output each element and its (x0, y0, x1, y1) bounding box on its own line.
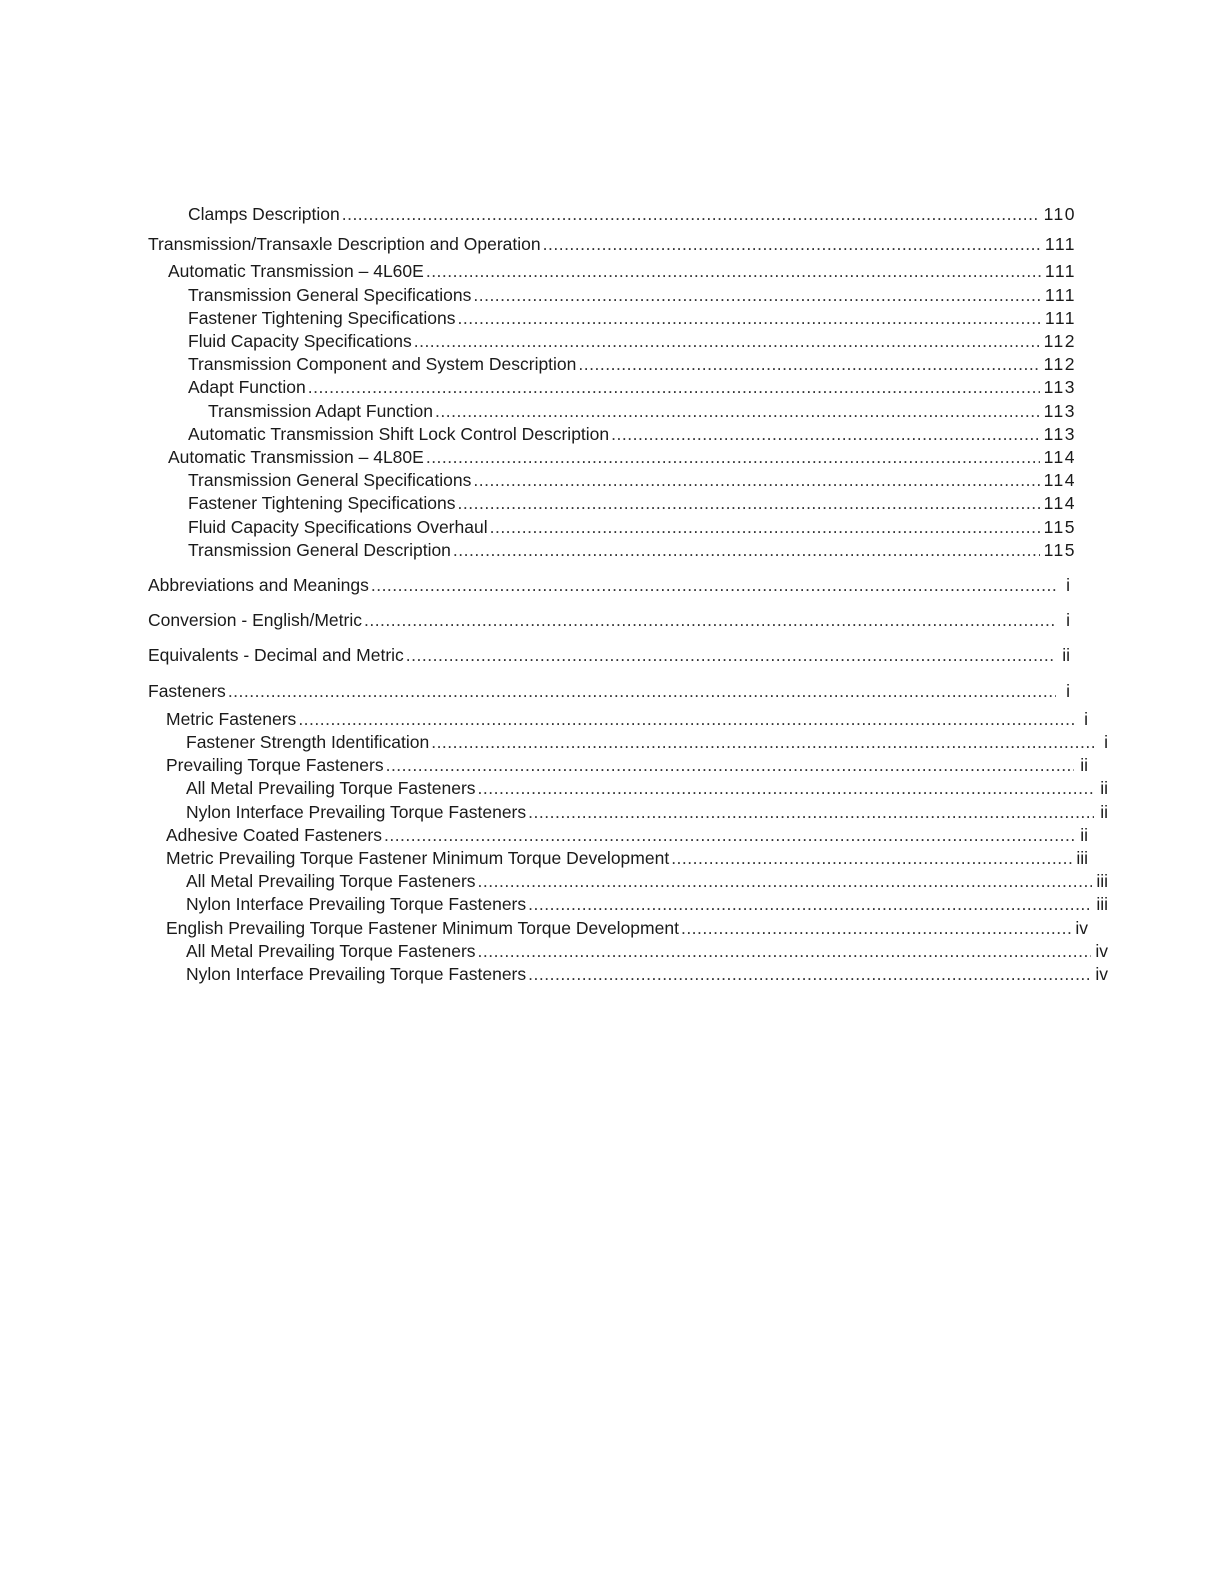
toc-entry-page: 114 (1043, 470, 1076, 491)
toc-entry-title: All Metal Prevailing Torque Fasteners (186, 778, 476, 799)
toc-entry-title: Metric Prevailing Torque Fastener Minimum Torque Development (166, 848, 670, 869)
table-of-contents (148, 203, 1108, 986)
toc-entry[interactable] (148, 446, 1076, 469)
dot-leader (543, 233, 1041, 256)
dot-leader (473, 469, 1039, 492)
toc-entry-title: Nylon Interface Prevailing Torque Fasteners (186, 964, 527, 985)
dot-leader (435, 400, 1040, 423)
dot-leader (308, 376, 1040, 399)
toc-entry[interactable] (148, 680, 1070, 703)
toc-entry[interactable] (148, 708, 1088, 731)
toc-entry-title: Automatic Transmission Shift Lock Control Description (188, 423, 610, 444)
dot-leader (364, 609, 1056, 632)
toc-entry-title: English Prevailing Torque Fastener Minimum Torque Development (166, 917, 679, 938)
toc-entry-title: Transmission General Description (188, 539, 451, 560)
toc-entry-page: i (1104, 732, 1108, 753)
toc-entry[interactable] (148, 609, 1070, 632)
toc-entry[interactable] (148, 754, 1088, 777)
toc-entry[interactable] (148, 307, 1076, 330)
toc-entry-page: iv (1075, 917, 1088, 938)
toc-entry-title: Adapt Function (188, 377, 306, 398)
toc-list (148, 203, 1108, 986)
toc-entry-page: i (1066, 575, 1070, 596)
toc-entry-title: Metric Fasteners (166, 708, 297, 729)
toc-entry-page: 111 (1044, 284, 1076, 305)
toc-entry[interactable] (148, 847, 1088, 870)
toc-entry-page: ii (1062, 645, 1070, 666)
toc-entry-page: 115 (1043, 516, 1076, 537)
toc-entry-title: All Metal Prevailing Torque Fasteners (186, 940, 476, 961)
dot-leader (458, 307, 1041, 330)
toc-entry-page: 113 (1043, 423, 1076, 444)
toc-entry-title: Transmission Component and System Description (188, 354, 577, 375)
dot-leader (414, 330, 1040, 353)
toc-entry-title: Fluid Capacity Specifications Overhaul (188, 516, 488, 537)
toc-entry[interactable] (148, 870, 1108, 893)
toc-entry-page: 112 (1043, 354, 1076, 375)
dot-leader (671, 847, 1072, 870)
toc-entry-title: Nylon Interface Prevailing Torque Fasteners (186, 894, 527, 915)
toc-entry-page: iv (1095, 940, 1108, 961)
toc-entry-page: 110 (1043, 204, 1076, 224)
toc-entry-page: 111 (1044, 261, 1076, 282)
toc-entry[interactable] (148, 777, 1108, 800)
toc-entry-title: Transmission Adapt Function (208, 400, 434, 421)
dot-leader (453, 539, 1040, 562)
toc-entry[interactable] (148, 963, 1108, 986)
toc-entry-title: Transmission/Transaxle Description and Operation (148, 234, 541, 255)
toc-entry-page: 112 (1043, 331, 1076, 352)
dot-leader (384, 824, 1074, 847)
toc-entry-page: iii (1096, 894, 1108, 915)
toc-entry[interactable] (148, 284, 1076, 307)
dot-leader (578, 353, 1039, 376)
dot-leader (528, 801, 1094, 824)
toc-entry-page: 113 (1043, 377, 1076, 398)
toc-entry-page: 111 (1044, 234, 1076, 255)
toc-entry-page: iii (1076, 848, 1088, 869)
dot-leader (342, 203, 1040, 226)
toc-entry-page: 114 (1043, 493, 1076, 514)
toc-entry[interactable] (148, 644, 1070, 667)
toc-entry[interactable] (148, 330, 1076, 353)
toc-entry-page: iv (1095, 964, 1108, 985)
toc-entry[interactable] (148, 233, 1076, 256)
dot-leader (528, 893, 1092, 916)
toc-entry-page: ii (1080, 755, 1088, 776)
toc-entry[interactable] (148, 574, 1070, 597)
toc-entry-page: ii (1100, 778, 1108, 799)
dot-leader (473, 284, 1041, 307)
toc-entry-page: 111 (1044, 307, 1076, 328)
dot-leader (426, 446, 1040, 469)
toc-entry[interactable] (148, 376, 1076, 399)
toc-entry[interactable] (148, 824, 1088, 847)
toc-entry[interactable] (148, 801, 1108, 824)
dot-leader (458, 492, 1040, 515)
toc-entry-title: Adhesive Coated Fasteners (166, 824, 382, 845)
toc-entry-page: 114 (1043, 447, 1076, 468)
toc-entry-page: i (1066, 610, 1070, 631)
toc-entry-title: Conversion - English/Metric (148, 610, 362, 631)
toc-entry-page: 115 (1043, 539, 1076, 560)
toc-entry-page: iii (1096, 871, 1108, 892)
toc-entry-page: i (1084, 708, 1088, 729)
dot-leader (611, 423, 1039, 446)
toc-entry[interactable] (148, 917, 1088, 940)
dot-leader (371, 574, 1056, 597)
dot-leader (478, 777, 1094, 800)
dot-leader (681, 917, 1071, 940)
toc-entry[interactable] (148, 940, 1108, 963)
toc-entry-title: Fastener Tightening Specifications (188, 493, 456, 514)
toc-entry-title: Nylon Interface Prevailing Torque Fasteners (186, 801, 527, 822)
toc-entry[interactable] (148, 516, 1076, 539)
dot-leader (426, 260, 1041, 283)
toc-entry-title: Prevailing Torque Fasteners (166, 755, 384, 776)
toc-entry[interactable] (148, 353, 1076, 376)
toc-entry-page: ii (1100, 801, 1108, 822)
toc-entry[interactable] (148, 731, 1108, 754)
toc-entry-title: Clamps Description (188, 204, 340, 224)
dot-leader (490, 516, 1040, 539)
toc-entry[interactable] (148, 893, 1108, 916)
toc-entry-title: Abbreviations and Meanings (148, 575, 369, 596)
dot-leader (298, 708, 1074, 731)
dot-leader (478, 940, 1092, 963)
toc-entry-title: All Metal Prevailing Torque Fasteners (186, 871, 476, 892)
toc-entry[interactable] (148, 400, 1076, 423)
dot-leader (431, 731, 1094, 754)
toc-entry-title: Fastener Strength Identification (186, 732, 430, 753)
toc-entry-title: Fastener Tightening Specifications (188, 307, 456, 328)
toc-entry-title: Fluid Capacity Specifications (188, 331, 412, 352)
toc-entry-title: Automatic Transmission – 4L60E (168, 261, 424, 282)
toc-entry[interactable] (148, 260, 1076, 283)
dot-leader (406, 644, 1056, 667)
dot-leader (386, 754, 1074, 777)
toc-entry[interactable] (148, 539, 1076, 562)
toc-entry-title: Automatic Transmission – 4L80E (168, 447, 424, 468)
toc-entry-page: i (1066, 680, 1070, 701)
toc-entry-title: Transmission General Specifications (188, 470, 472, 491)
toc-entry[interactable] (148, 203, 1076, 226)
toc-entry-title: Fasteners (148, 680, 226, 701)
toc-entry-title: Equivalents - Decimal and Metric (148, 645, 404, 666)
dot-leader (228, 680, 1056, 703)
toc-entry[interactable] (148, 423, 1076, 446)
toc-entry[interactable] (148, 492, 1076, 515)
toc-entry[interactable] (148, 469, 1076, 492)
dot-leader (478, 870, 1093, 893)
dot-leader (528, 963, 1091, 986)
toc-entry-page: 113 (1043, 400, 1076, 421)
toc-entry-title: Transmission General Specifications (188, 284, 472, 305)
toc-entry-page: ii (1080, 824, 1088, 845)
